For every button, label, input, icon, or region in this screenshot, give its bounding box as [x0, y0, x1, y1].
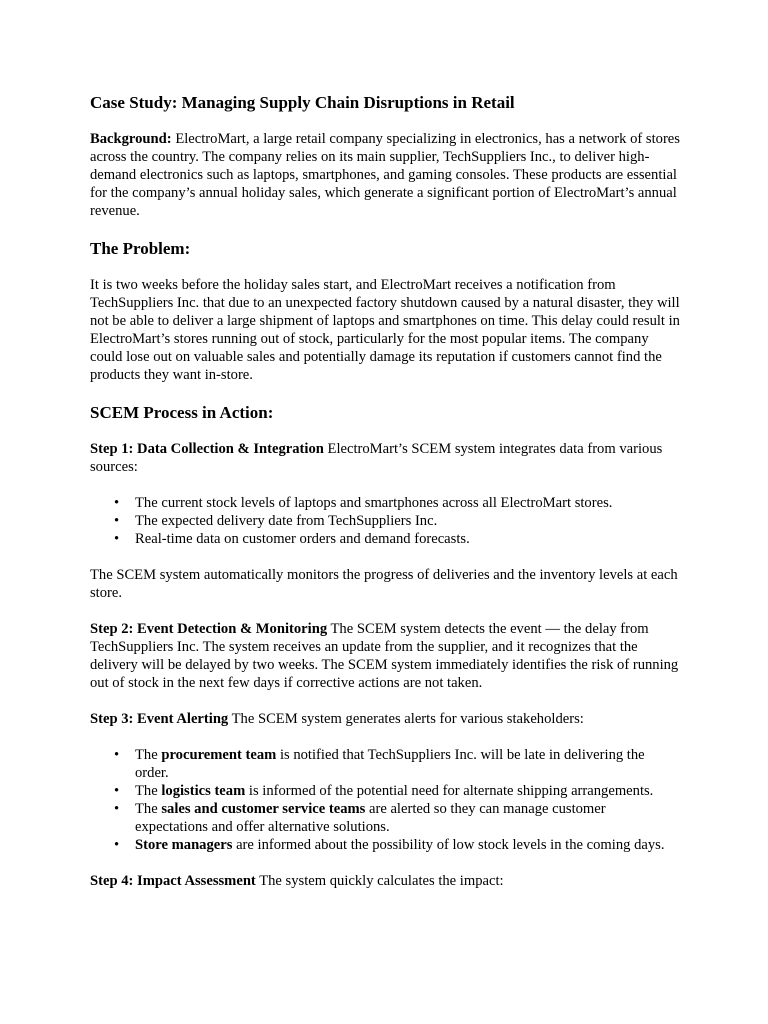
- list-item: • Real-time data on customer orders and demand forecasts.: [135, 530, 680, 548]
- background-paragraph: [90, 130, 680, 220]
- stakeholder-name: Store managers: [135, 837, 233, 853]
- step1-label: Step 1: Data Collection & Integration: [90, 441, 324, 457]
- list-item: • Store managers are informed about the possibility of low stock levels in the coming days.: [135, 836, 680, 854]
- stakeholder-name: logistics team: [161, 783, 246, 799]
- list-item: • The expected delivery date from TechSuppliers Inc.: [135, 512, 680, 530]
- step3-paragraph: [90, 710, 680, 728]
- document-page: [90, 92, 680, 908]
- step3-text: The SCEM system generates alerts for various stakeholders:: [231, 711, 584, 727]
- step2-label: Step 2: Event Detection & Monitoring: [90, 621, 328, 637]
- stakeholder-name: sales and customer service teams: [161, 801, 366, 817]
- background-text: ElectroMart, a large retail company specializing in electronics, has a network of stores across the country. The company relies on its main supplier, TechSuppliers Inc., to deliver high-demand electronics such as laptops, smartphones, and gaming consoles. These products are essential for the company’s annual holiday sales, which generate a significant portion of ElectroMart’s annual revenue.: [90, 131, 680, 219]
- step4-text: The system quickly calculates the impact:: [259, 873, 504, 889]
- list-item: • The logistics team is informed of the potential need for alternate shipping arrangements.: [135, 782, 680, 800]
- problem-heading: The Problem:: [90, 239, 191, 258]
- process-heading: SCEM Process in Action:: [90, 403, 274, 422]
- step2-text: The SCEM system detects the event — the delay from TechSuppliers Inc. The system receives an update from the supplier, and it recognizes that the delivery will be delayed by two weeks. The SCEM system immediately identifies the risk of running out of stock in the next few days if corrective actions are not taken.: [90, 621, 679, 691]
- list-item: • The procurement team is notified that TechSuppliers Inc. will be late in delivering the order.: [135, 746, 680, 782]
- step4-paragraph: [90, 872, 680, 890]
- step3-list: [90, 746, 680, 854]
- step1-after-paragraph: The SCEM system automatically monitors the progress of deliveries and the inventory levels at each store.: [90, 567, 678, 601]
- background-label: Background:: [90, 131, 172, 147]
- document-title: Case Study: Managing Supply Chain Disruptions in Retail: [90, 93, 515, 112]
- step4-label: Step 4: Impact Assessment: [90, 873, 256, 889]
- step1-paragraph: [90, 440, 680, 476]
- problem-paragraph: It is two weeks before the holiday sales start, and ElectroMart receives a notification from TechSuppliers Inc. that due to an unexpected factory shutdown caused by a natural disaster, they will not be able to deliver a large shipment of laptops and smartphones on time. This delay could result in ElectroMart’s stores running out of stock, particularly for the most popular items. The company could lose out on valuable sales and potentially damage its reputation if customers cannot find the products they want in-store.: [90, 277, 680, 383]
- step1-text: ElectroMart’s SCEM system integrates data from various sources:: [90, 441, 663, 475]
- step1-list: [90, 494, 680, 548]
- step3-label: Step 3: Event Alerting: [90, 711, 229, 727]
- list-item: • The current stock levels of laptops and smartphones across all ElectroMart stores.: [135, 494, 680, 512]
- step2-paragraph: [90, 620, 680, 692]
- stakeholder-name: procurement team: [161, 747, 277, 763]
- list-item: • The sales and customer service teams are alerted so they can manage customer expectations and offer alternative solutions.: [135, 800, 680, 836]
